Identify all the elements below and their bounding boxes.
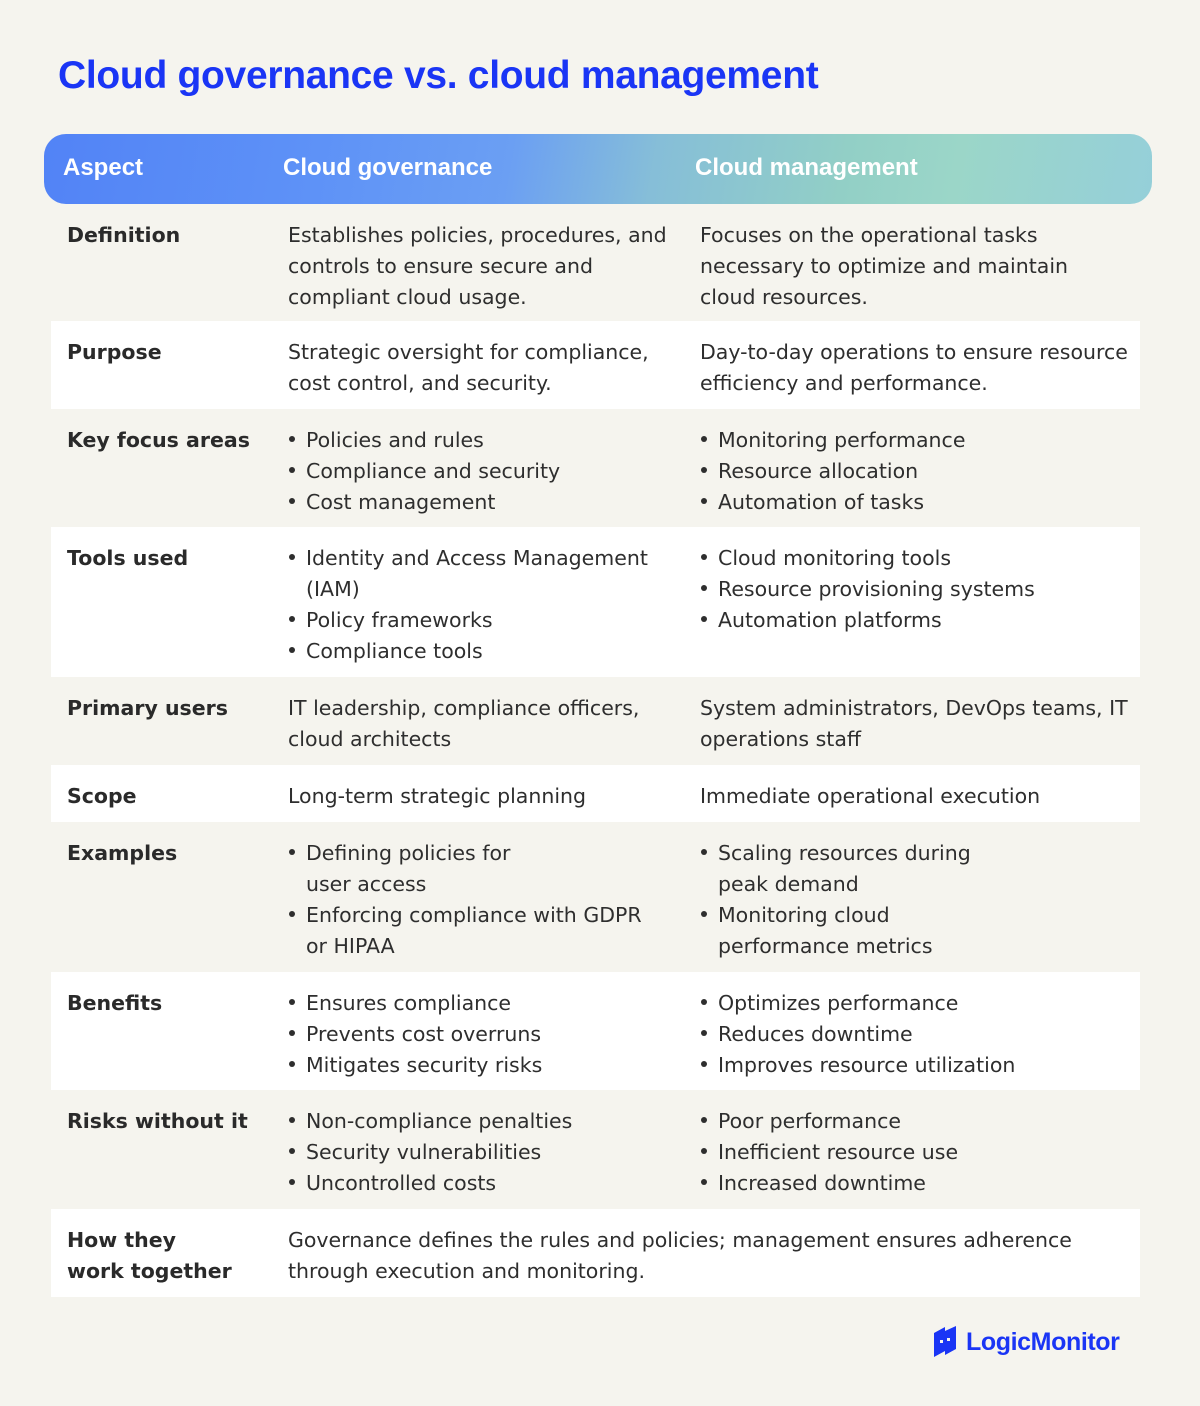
bullet-icon: [289, 1179, 295, 1185]
list-item: Policies and rules: [288, 425, 683, 456]
bullet-icon: [289, 911, 295, 917]
management-cell: [700, 1106, 1130, 1199]
management-cell: Focuses on the operational tasks necessary to optimize and maintain cloud resources.: [700, 223, 1069, 309]
row-aspect-label: Tools used: [67, 546, 189, 570]
governance-cell: Establishes policies, procedures, and controls to ensure secure and compliant cloud usage.: [288, 223, 667, 309]
row-aspect-label: Benefits: [67, 991, 163, 1015]
logo-text: LogicMonitor: [966, 1327, 1120, 1356]
list-item: Inefficient resource use: [700, 1137, 1130, 1168]
management-cell: Day-to-day operations to ensure resource efficiency and performance.: [700, 340, 1128, 395]
table-row-benefits: [51, 972, 1140, 1090]
governance-cell: [288, 988, 683, 1081]
bullet-list: [700, 838, 1000, 900]
list-item: Reduces downtime: [700, 1019, 1130, 1050]
bullet-icon: [289, 616, 295, 622]
row-aspect-label: Purpose: [67, 340, 162, 364]
list-item: Scaling resources during peak demand: [700, 838, 1000, 900]
bullet-icon: [289, 1148, 295, 1154]
header-cloud-governance: Cloud governance: [283, 154, 493, 181]
row-aspect-label: Key focus areas: [67, 428, 250, 452]
bullet-list: [288, 838, 528, 900]
management-cell: System administrators, DevOps teams, IT operations staff: [700, 696, 1128, 751]
governance-cell: Strategic oversight for compliance, cost control, and security.: [288, 340, 649, 395]
bullet-icon: [701, 1179, 707, 1185]
management-cell: [700, 543, 1130, 636]
row-aspect-label: Scope: [67, 784, 137, 808]
governance-cell: Long-term strategic planning: [288, 784, 587, 808]
header-cloud-management: Cloud management: [695, 154, 918, 181]
list-item: Identity and Access Management (IAM): [288, 543, 683, 605]
governance-cell: [288, 425, 683, 518]
bullet-icon: [701, 999, 707, 1005]
table-row-examples: [51, 822, 1140, 972]
list-item: Uncontrolled costs: [288, 1168, 683, 1199]
governance-cell: [288, 1106, 683, 1199]
list-item: Increased downtime: [700, 1168, 1130, 1199]
bullet-icon: [701, 1030, 707, 1036]
bullet-icon: [701, 436, 707, 442]
bullet-icon: [289, 498, 295, 504]
bullet-icon: [701, 1148, 707, 1154]
page-title: Cloud governance vs. cloud management: [58, 54, 819, 97]
table-row-risks-without-it: [51, 1090, 1140, 1209]
row-aspect-label: Examples: [67, 841, 178, 865]
list-item: Resource provisioning systems: [700, 574, 1130, 605]
bullet-list: [288, 425, 683, 518]
management-cell-continued: [700, 900, 970, 962]
governance-cell: [288, 543, 683, 667]
governance-cell: IT leadership, compliance officers, cloud architects: [288, 696, 640, 751]
list-item: Cloud monitoring tools: [700, 543, 1130, 574]
row-aspect-label: Risks without it: [67, 1109, 248, 1133]
bullet-icon: [701, 467, 707, 473]
list-item: Compliance and security: [288, 456, 683, 487]
logicmonitor-logo: [930, 1322, 1120, 1362]
bullet-icon: [289, 554, 295, 560]
bullet-icon: [701, 911, 707, 917]
list-item: Poor performance: [700, 1106, 1130, 1137]
bullet-icon: [701, 554, 707, 560]
bullet-icon: [289, 647, 295, 653]
management-cell: [700, 425, 1130, 518]
bullet-list: [700, 1106, 1130, 1199]
list-item: Compliance tools: [288, 636, 683, 667]
bullet-list: [700, 900, 970, 962]
list-item: Automation platforms: [700, 605, 1130, 636]
bullet-list: [700, 988, 1130, 1081]
list-item: Prevents cost overruns: [288, 1019, 683, 1050]
bullet-list: [700, 543, 1130, 636]
table-row-purpose: [51, 321, 1140, 409]
header-aspect: Aspect: [63, 154, 144, 181]
bullet-icon: [701, 1061, 707, 1067]
bullet-icon: [701, 498, 707, 504]
list-item: Mitigates security risks: [288, 1050, 683, 1081]
table-row-how-they-work-together: [51, 1209, 1140, 1297]
table-row-key-focus-areas: [51, 409, 1140, 527]
bullet-list: [288, 900, 683, 962]
table-row-primary-users: [51, 677, 1140, 765]
list-item: Cost management: [288, 487, 683, 518]
list-item: Security vulnerabilities: [288, 1137, 683, 1168]
list-item: Policy frameworks: [288, 605, 683, 636]
list-item: Monitoring cloud performance metrics: [700, 900, 970, 962]
bullet-icon: [289, 467, 295, 473]
list-item: Ensures compliance: [288, 988, 683, 1019]
combined-cell: Governance defines the rules and policies; management ensures adherence through execution and monitoring.: [288, 1228, 1072, 1283]
row-aspect-label: Definition: [67, 223, 181, 247]
bullet-list: [700, 425, 1130, 518]
bullet-list: [288, 988, 683, 1081]
bullet-icon: [289, 999, 295, 1005]
table-header: [44, 134, 1152, 204]
list-item: Non-compliance penalties: [288, 1106, 683, 1137]
bullet-icon: [289, 1030, 295, 1036]
bullet-icon: [289, 436, 295, 442]
bullet-icon: [289, 1061, 295, 1067]
table-row-tools-used: [51, 527, 1140, 677]
list-item: Enforcing compliance with GDPR or HIPAA: [288, 900, 683, 962]
bullet-list: [288, 1106, 683, 1199]
list-item: Optimizes performance: [700, 988, 1130, 1019]
bullet-icon: [701, 616, 707, 622]
bullet-icon: [701, 585, 707, 591]
bullet-icon: [701, 1117, 707, 1123]
governance-cell-continued: [288, 900, 683, 962]
governance-cell: [288, 838, 528, 900]
bullet-list: [288, 543, 683, 667]
bullet-icon: [289, 1117, 295, 1123]
bullet-icon: [289, 849, 295, 855]
table-row-definition: [51, 204, 1140, 321]
management-cell: Immediate operational execution: [700, 784, 1041, 808]
list-item: Resource allocation: [700, 456, 1130, 487]
logicmonitor-logo-icon: [930, 1325, 960, 1359]
management-cell: [700, 988, 1130, 1081]
row-aspect-label: Primary users: [67, 696, 228, 720]
list-item: Improves resource utilization: [700, 1050, 1130, 1081]
row-aspect-label: How they work together: [67, 1228, 232, 1283]
table-row-scope: [51, 765, 1140, 822]
management-cell: [700, 838, 1000, 900]
bullet-icon: [701, 849, 707, 855]
list-item: Monitoring performance: [700, 425, 1130, 456]
list-item: Defining policies for user access: [288, 838, 528, 900]
list-item: Automation of tasks: [700, 487, 1130, 518]
